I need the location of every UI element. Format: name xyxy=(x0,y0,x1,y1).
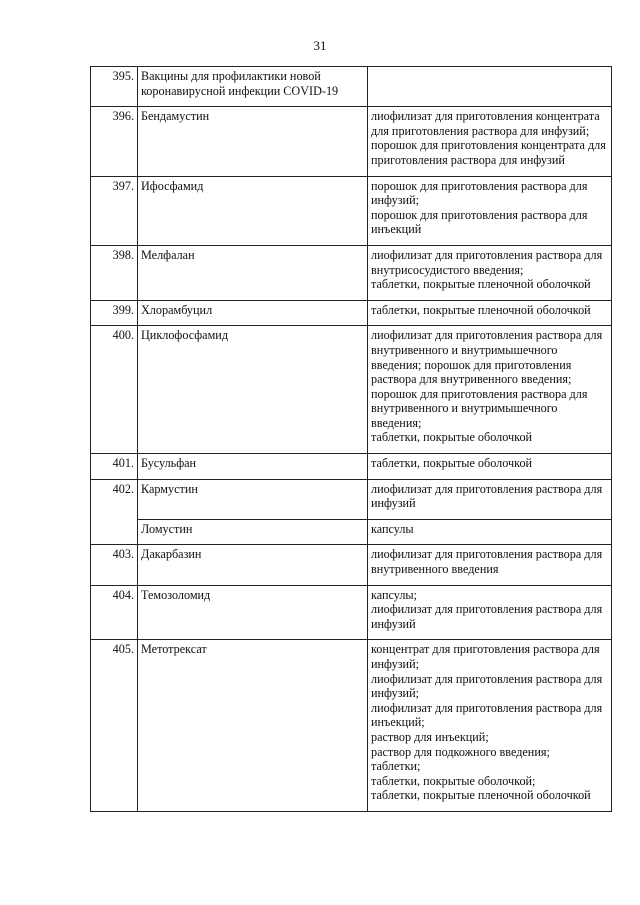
drug-name: Кармустин xyxy=(138,479,368,519)
drug-name: Дакарбазин xyxy=(138,545,368,585)
drug-name: Вакцины для профилактики новой коронавирусной инфекции COVID-19 xyxy=(138,67,368,107)
drug-name: Бендамустин xyxy=(138,107,368,176)
row-number: 398. xyxy=(91,245,138,300)
dosage-form-item: порошок для приготовления раствора для инфузий; xyxy=(371,178,588,208)
table-row xyxy=(91,176,612,245)
dosage-form-item: таблетки, покрытые пленочной оболочкой xyxy=(371,788,591,803)
dosage-form-item: лиофилизат для приготовления раствора для внутривенного и внутримышечного введения; порошок для приготовления раствора для внутривенного введения; xyxy=(371,328,603,387)
table-row xyxy=(91,585,612,640)
dosage-form-item: лиофилизат для приготовления раствора для внутрисосудистого введения; xyxy=(371,247,603,277)
dosage-form-item: лиофилизат для приготовления раствора для инфузий; xyxy=(371,671,603,701)
dosage-form-item: порошок для приготовления концентрата для приготовления раствора для инфузий xyxy=(371,138,606,167)
drug-name: Мелфалан xyxy=(138,245,368,300)
dosage-forms xyxy=(368,479,612,519)
dosage-forms xyxy=(368,585,612,640)
table-row xyxy=(91,245,612,300)
table-row xyxy=(91,479,612,519)
drug-table-body xyxy=(91,67,612,812)
dosage-form-item: капсулы xyxy=(371,521,414,536)
table-row xyxy=(91,326,612,454)
page-number: 31 xyxy=(313,38,327,53)
table-row xyxy=(91,640,612,812)
dosage-forms xyxy=(368,519,612,545)
row-number: 397. xyxy=(91,176,138,245)
dosage-form-item: таблетки, покрытые оболочкой; xyxy=(371,773,536,788)
row-number xyxy=(91,519,138,545)
drug-name: Хлорамбуцил xyxy=(138,300,368,326)
dosage-form-item: капсулы; xyxy=(371,587,417,602)
dosage-forms xyxy=(368,176,612,245)
dosage-form-item: концентрат для приготовления раствора для инфузий; xyxy=(371,642,600,671)
dosage-form-item: порошок для приготовления раствора для внутривенного и внутримышечного введения; xyxy=(371,386,588,430)
dosage-form-item: таблетки, покрытые пленочной оболочкой xyxy=(371,302,591,317)
dosage-forms xyxy=(368,67,612,107)
dosage-forms xyxy=(368,640,612,812)
dosage-form-item: таблетки, покрытые оболочкой xyxy=(371,430,533,445)
row-number: 400. xyxy=(91,326,138,454)
drug-table xyxy=(90,66,612,812)
drug-name: Циклофосфамид xyxy=(138,326,368,454)
dosage-form-item: таблетки, покрытые оболочкой xyxy=(371,456,533,471)
row-number: 403. xyxy=(91,545,138,585)
row-number: 396. xyxy=(91,107,138,176)
table-row xyxy=(91,519,612,545)
dosage-form-item: лиофилизат для приготовления концентрата для приготовления раствора для инфузий; xyxy=(371,109,600,138)
dosage-forms xyxy=(368,245,612,300)
table-row xyxy=(91,454,612,480)
row-number: 405. xyxy=(91,640,138,812)
dosage-form-item: таблетки; xyxy=(371,759,421,774)
drug-name: Ифосфамид xyxy=(138,176,368,245)
row-number: 404. xyxy=(91,585,138,640)
table-row xyxy=(91,300,612,326)
dosage-form-item: лиофилизат для приготовления раствора для инфузий xyxy=(371,602,603,631)
row-number: 402. xyxy=(91,479,138,519)
drug-name: Темозоломид xyxy=(138,585,368,640)
row-number: 399. xyxy=(91,300,138,326)
dosage-form-item: таблетки, покрытые пленочной оболочкой xyxy=(371,277,591,292)
dosage-forms xyxy=(368,107,612,176)
dosage-forms xyxy=(368,454,612,480)
drug-name: Бусульфан xyxy=(138,454,368,480)
table-row xyxy=(91,545,612,585)
dosage-form-item: порошок для приготовления раствора для инъекций xyxy=(371,207,588,237)
row-number: 401. xyxy=(91,454,138,480)
table-row xyxy=(91,107,612,176)
dosage-form-item: лиофилизат для приготовления раствора для внутривенного введения xyxy=(371,547,603,577)
dosage-forms xyxy=(368,326,612,454)
dosage-forms xyxy=(368,300,612,326)
drug-name: Ломустин xyxy=(138,519,368,545)
dosage-form-item: лиофилизат для приготовления раствора для инфузий xyxy=(371,481,603,511)
dosage-form-item: раствор для инъекций; xyxy=(371,729,489,744)
table-row xyxy=(91,67,612,107)
dosage-forms xyxy=(368,545,612,585)
row-number: 395. xyxy=(91,67,138,107)
dosage-form-item: раствор для подкожного введения; xyxy=(371,744,550,759)
drug-name: Метотрексат xyxy=(138,640,368,812)
dosage-form-item: лиофилизат для приготовления раствора для инъекций; xyxy=(371,700,603,730)
